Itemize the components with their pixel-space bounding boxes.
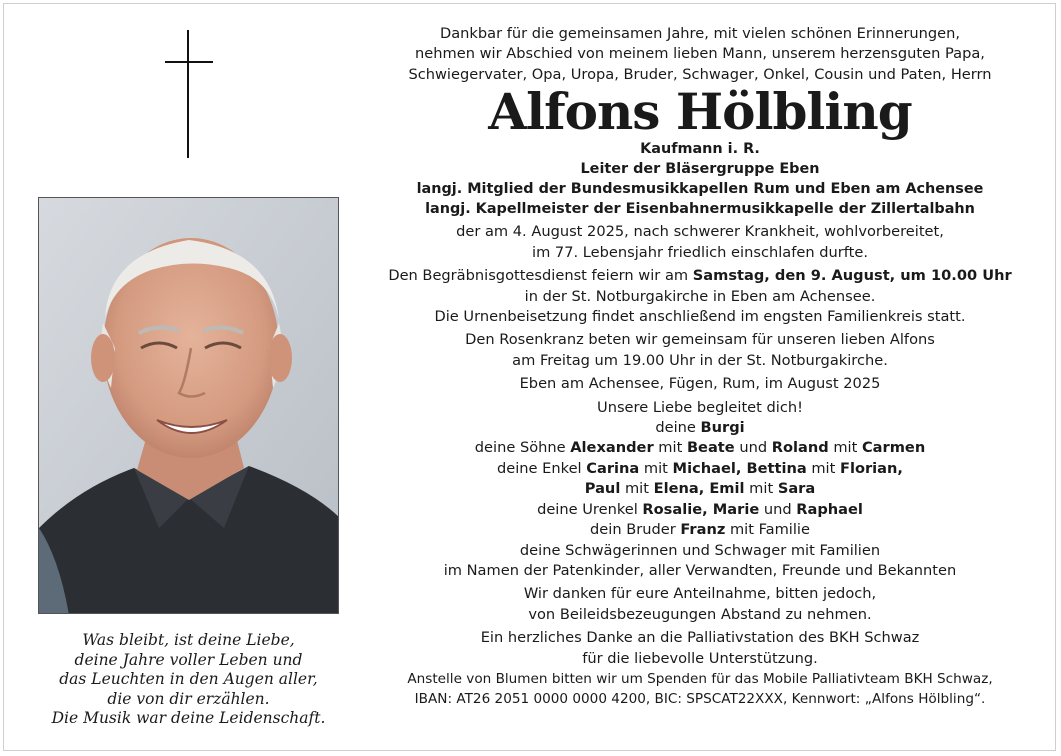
thanks-line: Wir danken für eure Anteilnahme, bitten jedoch,	[523, 585, 877, 603]
notice-text	[370, 24, 1030, 710]
palliative-line: Ein herzliches Danke an die Palliativstation des BKH Schwaz	[480, 629, 920, 647]
title-line: langj. Kapellmeister der Eisenbahnermusikkapelle der Zillertalbahn	[425, 200, 975, 217]
poem-line: Was bleibt, ist deine Liebe,	[82, 631, 295, 649]
family-line: deine Schwägerinnen und Schwager mit Familien	[519, 541, 881, 559]
portrait-photo	[38, 197, 339, 614]
family-line: deine Urenkel Rosalie, Marie und Raphael	[537, 500, 863, 518]
family-line: deine Enkel Carina mit Michael, Bettina mit Florian,	[497, 459, 903, 477]
title-line: Leiter der Bläsergruppe Eben	[580, 161, 820, 178]
love-line: Unsere Liebe begleitet dich!	[597, 398, 803, 416]
poem-line: das Leuchten in den Augen aller,	[59, 670, 318, 689]
title-line: langj. Mitglied der Bundesmusikkapellen Rum und Eben am Achensee	[416, 180, 984, 197]
donation-line: IBAN: AT26 2051 0000 0000 4200, BIC: SPSCAT22XXX, Kennwort: „Alfons Hölbling“.	[414, 691, 986, 708]
thanks-line: von Beileidsbezeugungen Abstand zu nehmen.	[528, 605, 872, 623]
poem-line: die von dir erzählen.	[107, 689, 270, 708]
title-line: Kaufmann i. R.	[640, 141, 760, 158]
family-line: Paul mit Elena, Emil mit Sara	[584, 480, 816, 498]
family-line: dein Bruder Franz mit Familie	[590, 521, 810, 539]
funeral-line: Die Urnenbeisetzung findet anschließend im engsten Familienkreis statt.	[434, 308, 966, 326]
poem-line: Die Musik war deine Leidenschaft.	[51, 709, 326, 728]
rosary-line: Den Rosenkranz beten wir gemeinsam für unseren lieben Alfons	[465, 331, 935, 349]
family-line: deine Söhne Alexander mit Beate und Roland mit Carmen	[474, 439, 926, 457]
intro-line: Dankbar für die gemeinsamen Jahre, mit vielen schönen Erinnerungen,	[439, 25, 961, 42]
funeral-line: in der St. Notburgakirche in Eben am Achensee.	[524, 287, 876, 305]
intro-line: Schwiegervater, Opa, Uropa, Bruder, Schwager, Onkel, Cousin und Paten, Herrn	[408, 65, 992, 83]
intro-line: nehmen wir Abschied von meinem lieben Mann, unserem herzensguten Papa,	[415, 45, 985, 63]
palliative-line: für die liebevolle Unterstützung.	[582, 649, 818, 667]
funeral-date: Samstag, den 9. August, um 10.00 Uhr	[692, 267, 1012, 285]
funeral-line: Den Begräbnisgottesdienst feiern wir am Samstag, den 9. August, um 10.00 Uhr	[388, 267, 1012, 285]
death-line: im 77. Lebensjahr friedlich einschlafen durfte.	[532, 243, 868, 261]
place-date: Eben am Achensee, Fügen, Rum, im August 2025	[519, 375, 881, 393]
family-line: deine Burgi	[655, 419, 745, 437]
poem	[38, 631, 339, 729]
cross-icon	[165, 30, 213, 158]
donation-line: Anstelle von Blumen bitten wir um Spenden für das Mobile Palliativteam BKH Schwaz,	[407, 670, 993, 687]
family-line: im Namen der Patenkinder, aller Verwandten, Freunde und Bekannten	[443, 561, 957, 579]
rosary-line: am Freitag um 19.00 Uhr in der St. Notburgakirche.	[512, 351, 888, 369]
deceased-name: Alfons Hölbling	[488, 82, 912, 142]
death-line: der am 4. August 2025, nach schwerer Krankheit, wohlvorbereitet,	[456, 223, 944, 241]
poem-line: deine Jahre voller Leben und	[74, 650, 303, 669]
